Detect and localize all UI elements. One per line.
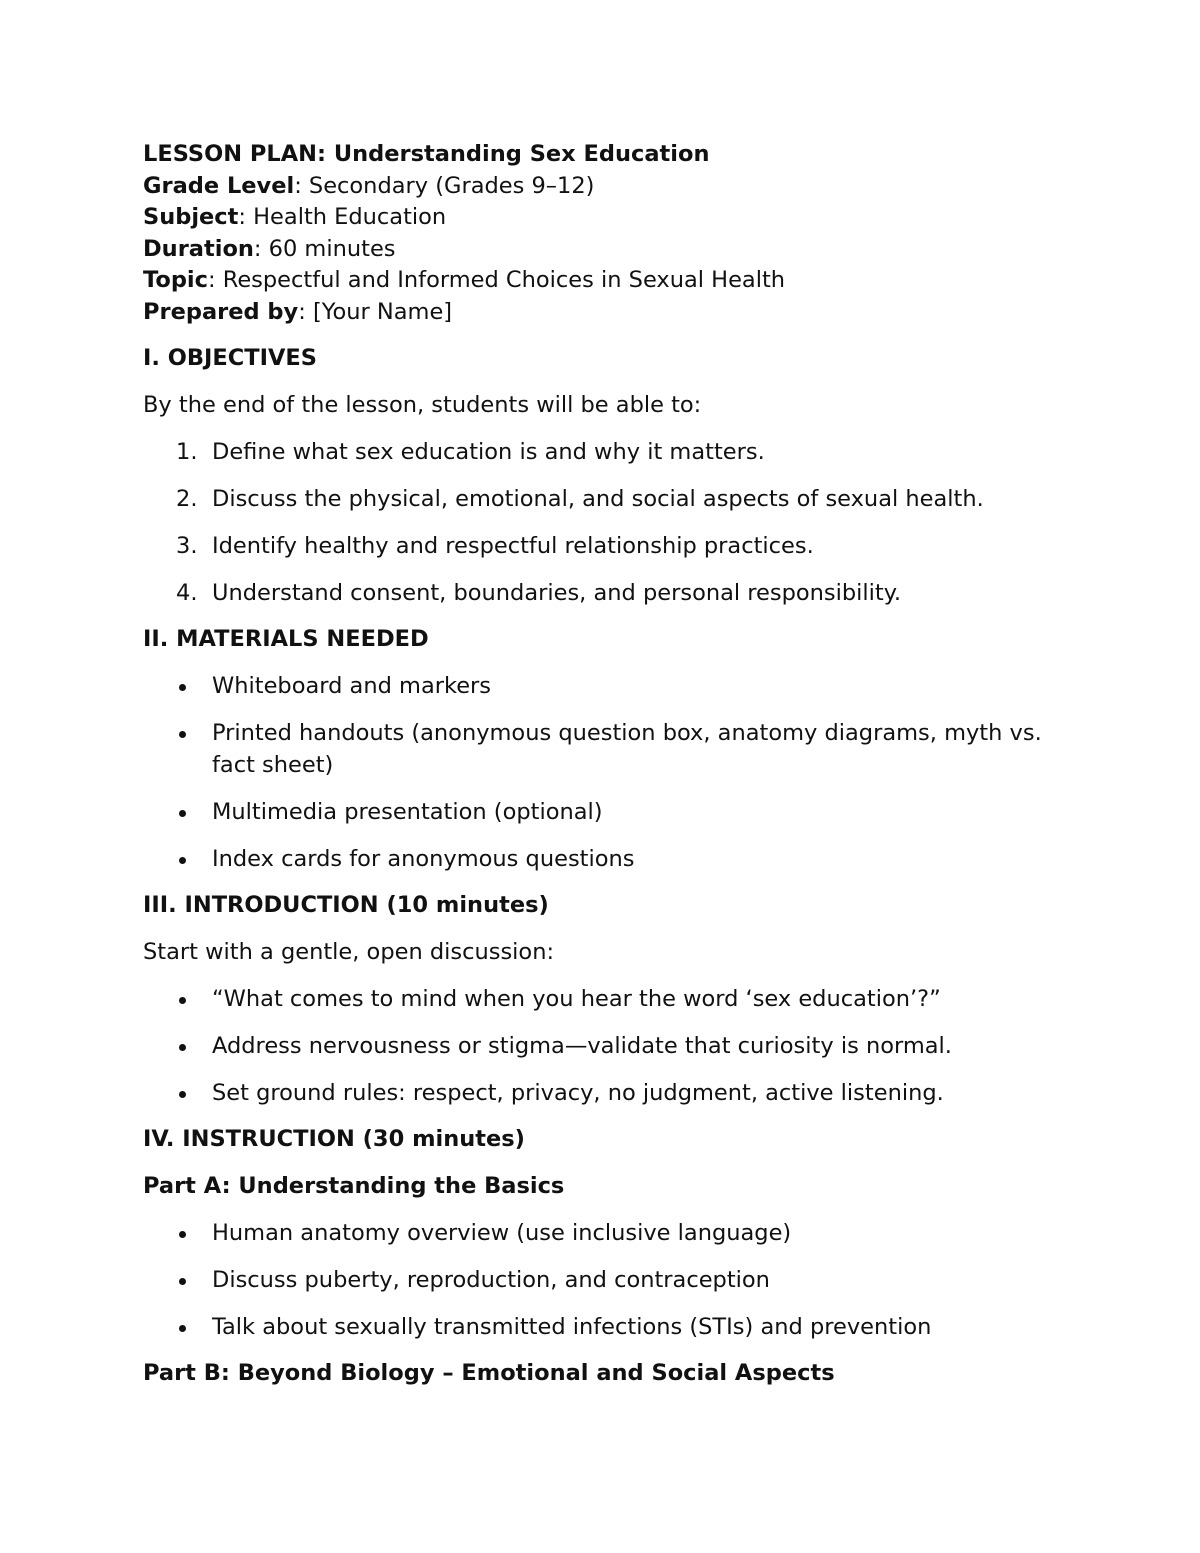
list-item: 3. Identify healthy and respectful relationship practices. — [143, 531, 1063, 563]
objectives-heading: I. OBJECTIVES — [143, 345, 317, 371]
subject-field: Subject: Health Education — [143, 204, 447, 230]
list-item: Whiteboard and markers — [143, 671, 1063, 703]
objectives-list — [143, 437, 1063, 610]
bullet-icon — [179, 1044, 186, 1051]
bullet-icon — [179, 1231, 186, 1238]
bullet-icon — [179, 1325, 186, 1332]
list-item: Printed handouts (anonymous question box, anatomy diagrams, myth vs. fact sheet) — [143, 718, 1063, 781]
introduction-intro: Start with a gentle, open discussion: — [143, 938, 555, 965]
list-number: 2. — [176, 485, 198, 512]
list-item: “What comes to mind when you hear the word ‘sex education’?” — [143, 984, 1063, 1016]
part-b-heading: Part B: Beyond Biology – Emotional and Social Aspects — [143, 1360, 835, 1386]
introduction-heading: III. INTRODUCTION (10 minutes) — [143, 892, 549, 918]
list-item: Multimedia presentation (optional) — [143, 797, 1063, 829]
bullet-icon — [179, 684, 186, 691]
instruction-heading: IV. INSTRUCTION (30 minutes) — [143, 1126, 525, 1152]
bullet-icon — [179, 1278, 186, 1285]
materials-heading: II. MATERIALS NEEDED — [143, 626, 429, 652]
bullet-icon — [179, 810, 186, 817]
bullet-icon — [179, 1091, 186, 1098]
list-number: 1. — [176, 438, 198, 465]
topic-field: Topic: Respectful and Informed Choices in Sexual Health — [143, 267, 786, 293]
list-item: Index cards for anonymous questions — [143, 844, 1063, 876]
part-a-heading: Part A: Understanding the Basics — [143, 1172, 565, 1199]
lesson-header — [143, 139, 1063, 328]
duration-field: Duration: 60 minutes — [143, 235, 396, 262]
bullet-icon — [179, 857, 186, 864]
list-item: Talk about sexually transmitted infections (STIs) and prevention — [143, 1312, 1063, 1344]
list-item: Set ground rules: respect, privacy, no judgment, active listening. — [143, 1078, 1063, 1110]
lesson-title: LESSON PLAN: Understanding Sex Education — [143, 141, 710, 167]
bullet-icon — [179, 731, 186, 738]
introduction-list — [143, 984, 1063, 1110]
list-item: 4. Understand consent, boundaries, and personal responsibility. — [143, 578, 1063, 610]
grade-level-field: Grade Level: Secondary (Grades 9–12) — [143, 172, 595, 199]
materials-list — [143, 671, 1063, 875]
part-a-list — [143, 1218, 1063, 1344]
list-number: 3. — [176, 532, 198, 559]
bullet-icon — [179, 997, 186, 1004]
list-number: 4. — [176, 579, 198, 606]
list-item: Address nervousness or stigma—validate that curiosity is normal. — [143, 1031, 1063, 1063]
list-item: 2. Discuss the physical, emotional, and social aspects of sexual health. — [143, 484, 1063, 516]
prepared-by-field: Prepared by: [Your Name] — [143, 298, 453, 325]
list-item: Discuss puberty, reproduction, and contraception — [143, 1265, 1063, 1297]
list-item: 1. Define what sex education is and why it matters. — [143, 437, 1063, 469]
document-page — [143, 139, 1063, 1390]
list-item: Human anatomy overview (use inclusive language) — [143, 1218, 1063, 1250]
objectives-intro: By the end of the lesson, students will be able to: — [143, 391, 702, 418]
